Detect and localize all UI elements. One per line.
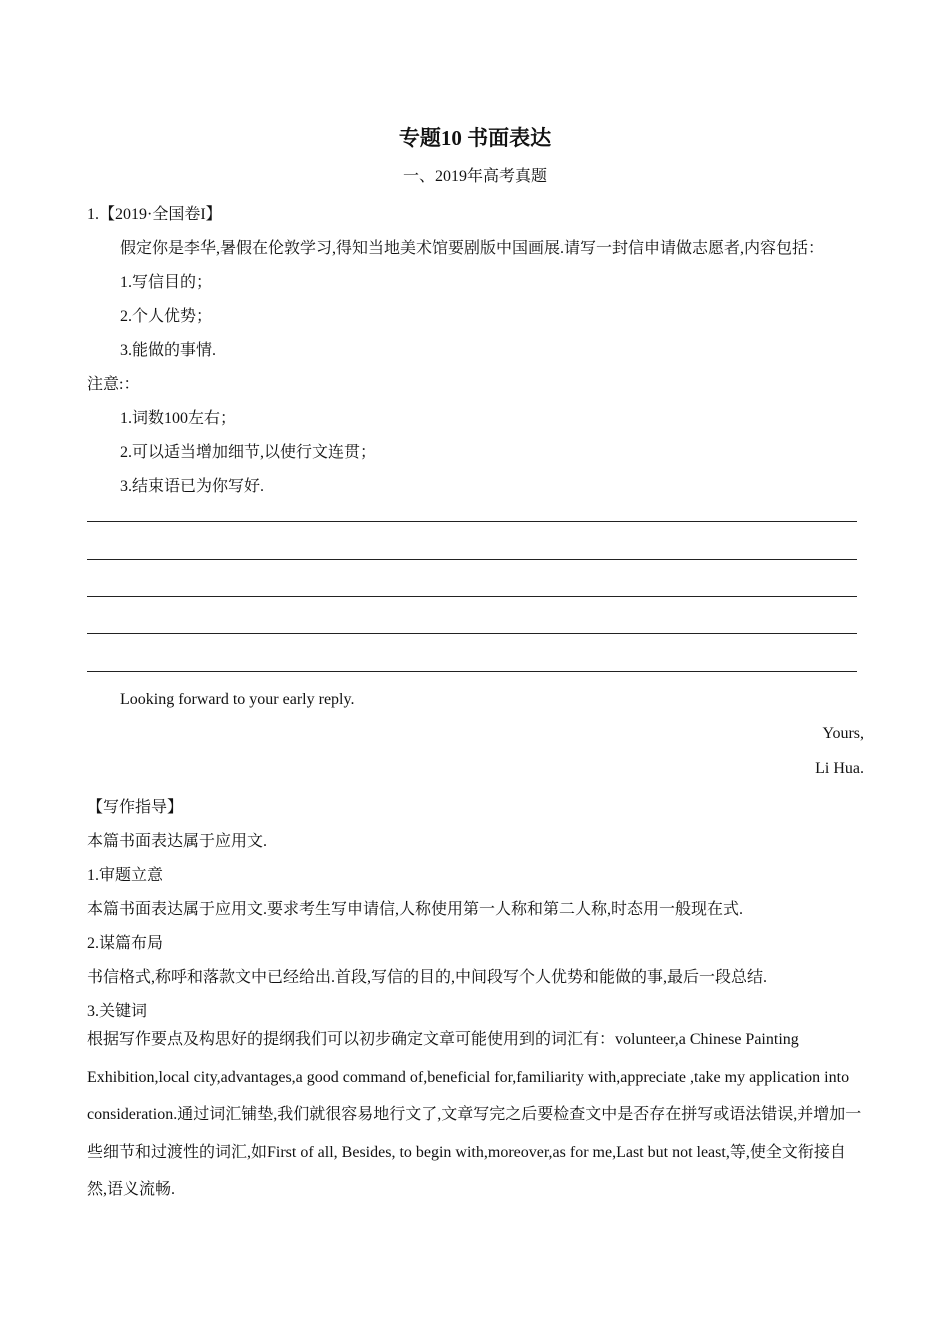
content-point: 1.写信目的； [120, 274, 213, 291]
guide-keywords-paragraph: 根据写作要点及构思好的提纲我们可以初步确定文章可能使用到的词汇有：volunteer,a Chinese Painting Exhibition,local city,advantages,a good command of,beneficial for,familiarity with,appreciate ,take my application into consideration.通过词汇铺垫,我们就很容易地行文了,文章写完之后要检查文中是否存在拼写或语法错误,并增加一些细节和过渡性的词汇,如First of all, Besides, to begin with,moreover,as for me,Last but not least,等,使全文衔接自然,语义流畅. [87, 1031, 862, 1198]
content-point: 2.个人优势； [120, 308, 213, 325]
content-point: 3.能做的事情. [120, 342, 217, 359]
note-item: 1.词数100左右； [120, 410, 237, 427]
note-item: 2.可以适当增加细节,以使行文连贯； [120, 444, 377, 461]
answer-line[interactable] [87, 596, 857, 597]
answer-line[interactable] [87, 671, 857, 672]
answer-line[interactable] [87, 521, 857, 522]
letter-closing-line: Looking forward to your early reply. [120, 691, 355, 708]
question-label: 1.【2019·全国卷I】 [87, 206, 222, 223]
notes-label: 注意:： [87, 376, 140, 393]
question-prompt: 假定你是李华,暑假在伦敦学习,得知当地美术馆要剧版中国画展.请写一封信申请做志愿者,内容包括： [120, 240, 825, 257]
letter-signature-name: Li Hua. [815, 760, 864, 777]
guide-section-text: 书信格式,称呼和落款文中已经给出.首段,写信的目的,中间段写个人优势和能做的事,最后一段总结. [87, 969, 768, 986]
section-subtitle: 一、2019年高考真题 [402, 168, 547, 185]
letter-signoff: Yours, [822, 725, 864, 742]
guide-section-text: 本篇书面表达属于应用文.要求考生写申请信,人称使用第一人称和第二人称,时态用一般现在式. [87, 901, 744, 918]
answer-line[interactable] [87, 633, 857, 634]
page-title: 专题10 书面表达 [398, 126, 552, 150]
guide-section-title: 2.谋篇布局 [87, 935, 164, 952]
answer-line[interactable] [87, 559, 857, 560]
guide-intro: 本篇书面表达属于应用文. [87, 833, 268, 850]
guide-section-title: 1.审题立意 [87, 867, 164, 884]
guide-section-title: 3.关键词 [87, 1003, 148, 1020]
guide-heading: 【写作指导】 [87, 799, 184, 816]
note-item: 3.结束语已为你写好. [120, 478, 265, 495]
